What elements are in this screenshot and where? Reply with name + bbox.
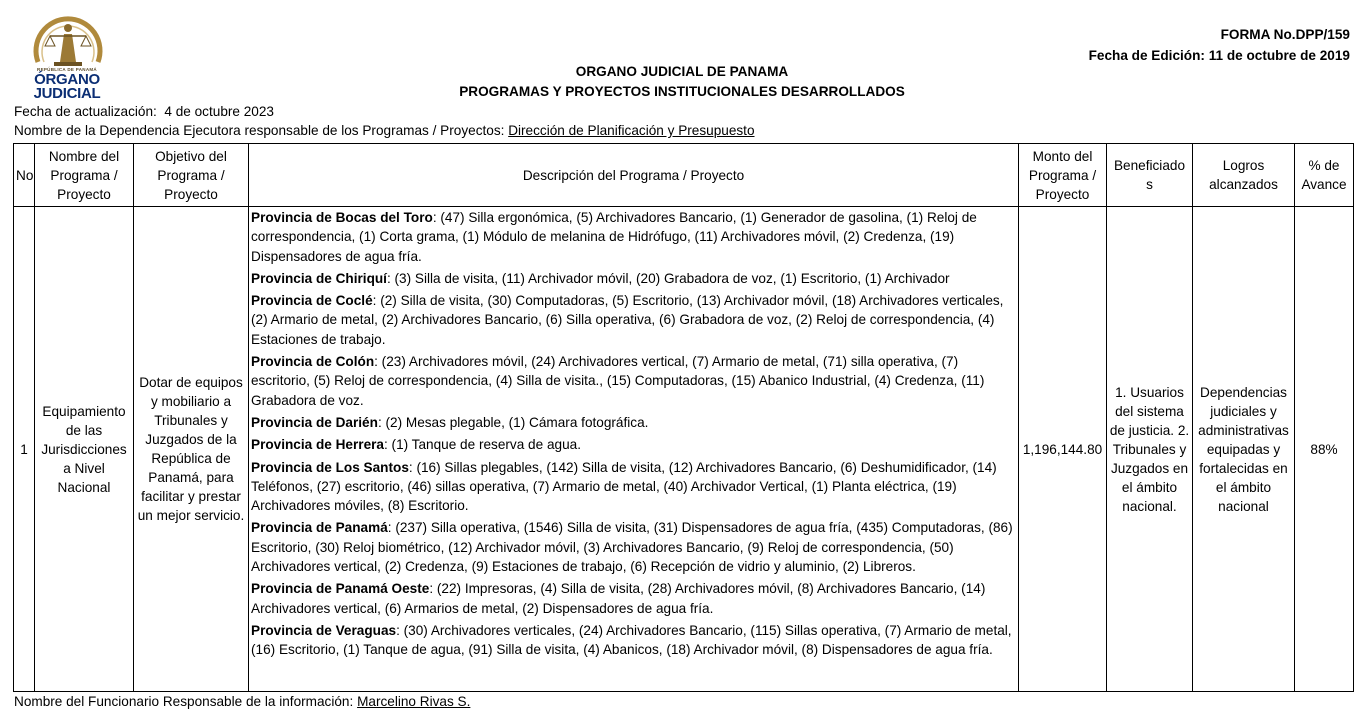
cell-achievements: Dependencias judiciales y administrativas equipadas y fortalecidas en el ámbito nacional — [1193, 207, 1295, 692]
province-items: : (2) Mesas plegable, (1) Cámara fotográfica. — [377, 414, 649, 430]
province-items: : (23) Archivadores móvil, (24) Archivadores vertical, (7) Armario de metal, (71) silla operativa, (7) escritorio, (5) Reloj de correspondencia, (4) Silla de visita., (15) Computadoras, (15) Abanico Industrial, (4) Credenza, (11) Grabadora de voz. — [251, 354, 985, 408]
province-entry — [251, 352, 1016, 410]
header-beneficiaries: Beneficiado s — [1107, 144, 1193, 207]
province-items: : (237) Silla operativa, (1546) Silla de visita, (31) Dispensadores de agua fría, (435) Computadoras, (86) Escritorio, (30) Reloj biométrico, (12) Archivador móvil, (3) Archivadores Bancario, (9) Reloj de correspondencia, (50) Archivadores vertical, (2) Credenza, (9) Estaciones de trabajo, (6) Recepción de vidrio y aluminio, (2) Libreros. — [251, 520, 1013, 575]
update-date-line — [14, 104, 274, 119]
cell-progress: 88% — [1295, 207, 1354, 692]
province-entry — [251, 579, 1016, 618]
province-entry — [251, 413, 1016, 432]
province-name: Provincia de Los Santos — [251, 459, 409, 475]
province-entry — [251, 458, 1016, 516]
province-name: Provincia de Coclé — [251, 293, 373, 309]
province-entry — [251, 621, 1016, 660]
province-name: Provincia de Bocas del Toro — [251, 210, 433, 225]
cell-amount: 1,196,144.80 — [1019, 207, 1107, 692]
header-progress: % de Avance — [1295, 144, 1354, 207]
responsible-official-line — [14, 694, 470, 709]
update-date-value: 4 de octubre 2023 — [164, 104, 274, 119]
cell-beneficiaries: 1. Usuarios del sistema de justicia. 2. Tribunales y Juzgados en el ámbito nacional. — [1107, 207, 1193, 692]
cell-name: Equipamiento de las Jurisdicciones a Nivel Nacional — [35, 207, 134, 692]
province-items: : (16) Sillas plegables, (142) Silla de visita, (12) Archivadores Bancario, (6) Deshumidificador, (14) Teléfonos, (27) escritorio, (46) sillas operativa, (7) Armario de metal, (40) Archivador Vertical, (1) Planta eléctrica, (19) Archivadores móviles, (8) Escritorio. — [251, 459, 997, 514]
header-no: No — [14, 144, 35, 207]
province-items: : (1) Tanque de reserva de agua. — [383, 437, 581, 453]
dependency-value: Dirección de Planificación y Presupuesto — [508, 123, 755, 138]
cell-objective: Dotar de equipos y mobiliario a Tribunales y Juzgados de la República de Panamá, para facilitar y prestar un mejor servicio. — [134, 207, 249, 692]
logo-republic-text: REPÚBLICA DE PANAMÁ — [37, 67, 97, 72]
dependency-line — [14, 123, 755, 138]
edition-date: Fecha de Edición: 11 de octubre de 2019 — [1088, 48, 1350, 63]
province-name: Provincia de Herrera — [251, 437, 384, 453]
province-entry — [251, 518, 1016, 576]
header-objective: Objetivo del Programa / Proyecto — [134, 144, 249, 207]
cell-no: 1 — [14, 207, 35, 692]
dependency-label: Nombre de la Dependencia Ejecutora responsable de los Programas / Proyectos: — [14, 123, 505, 138]
form-info — [1089, 24, 1350, 66]
form-number: FORMA No.DPP/159 — [1220, 27, 1350, 42]
province-name: Provincia de Panamá Oeste — [251, 581, 430, 597]
province-name: Provincia de Panamá — [251, 520, 388, 536]
province-name: Provincia de Chiriquí — [251, 270, 387, 286]
province-items: : (47) Silla ergonómica, (5) Archivadores Bancario, (1) Generador de gasolina, (1) Reloj de correspondencia, (1) Corta grama, (1) Módulo de melanina de Hidrófugo, (11) Archivadores móvil, (2) Credenza, (19) Dispensadores de agua fría. — [251, 210, 977, 264]
province-entry — [251, 269, 1016, 288]
logo-line2: JUDICIAL — [33, 85, 101, 102]
page-subtitle: PROGRAMAS Y PROYECTOS INSTITUCIONALES DESARROLLADOS — [459, 84, 905, 99]
province-entry — [251, 435, 1016, 454]
province-items: : (3) Silla de visita, (11) Archivador móvil, (20) Grabadora de voz, (1) Escritorio, (1) Archivador — [386, 270, 950, 286]
header-description: Descripción del Programa / Proyecto — [249, 144, 1019, 207]
province-name: Provincia de Colón — [251, 354, 375, 370]
province-name: Provincia de Veraguas — [251, 622, 397, 638]
programs-table — [13, 143, 1354, 692]
province-entry — [251, 291, 1016, 349]
update-date-label: Fecha de actualización: — [14, 104, 157, 119]
page-title: ORGANO JUDICIAL DE PANAMA — [575, 64, 789, 79]
header-achievements: Logros alcanzados — [1193, 144, 1295, 207]
province-items: : (2) Silla de visita, (30) Computadoras, (5) Escritorio, (13) Archivador móvil, (18) Archivadores verticales, (2) Armario de metal, (2) Archivadores Bancario, (6) Silla operativa, (6) Grabadora de voz, (2) Reloj de correspondencia, (4) Estaciones de trabajo. — [251, 293, 1004, 347]
logo-line1: ÓRGANO — [34, 71, 100, 88]
table-header-row — [14, 144, 1354, 207]
organo-judicial-logo — [24, 10, 110, 102]
responsible-label: Nombre del Funcionario Responsable de la información: — [14, 694, 354, 709]
province-name: Provincia de Darién — [251, 414, 378, 430]
responsible-name: Marcelino Rivas S. — [357, 694, 471, 709]
header-name: Nombre del Programa / Proyecto — [35, 144, 134, 207]
table-row — [14, 207, 1354, 692]
header-amount: Monto del Programa / Proyecto — [1019, 144, 1107, 207]
province-items: : (30) Archivadores verticales, (24) Archivadores Bancario, (115) Sillas operativa, (7) Armario de metal, (16) Escritorio, (1) Tanque de agua, (91) Silla de visita, (4) Abanicos, (18) Archivador móvil, (8) Dispensadores de agua fría. — [251, 622, 1012, 658]
cell-description — [249, 207, 1019, 692]
province-items: : (22) Impresoras, (4) Silla de visita, (28) Archivadores móvil, (8) Archivadores Bancario, (14) Archivadores vertical, (6) Armarios de metal, (2) Dispensadores de agua fría. — [251, 581, 986, 616]
province-entry — [251, 208, 1016, 266]
